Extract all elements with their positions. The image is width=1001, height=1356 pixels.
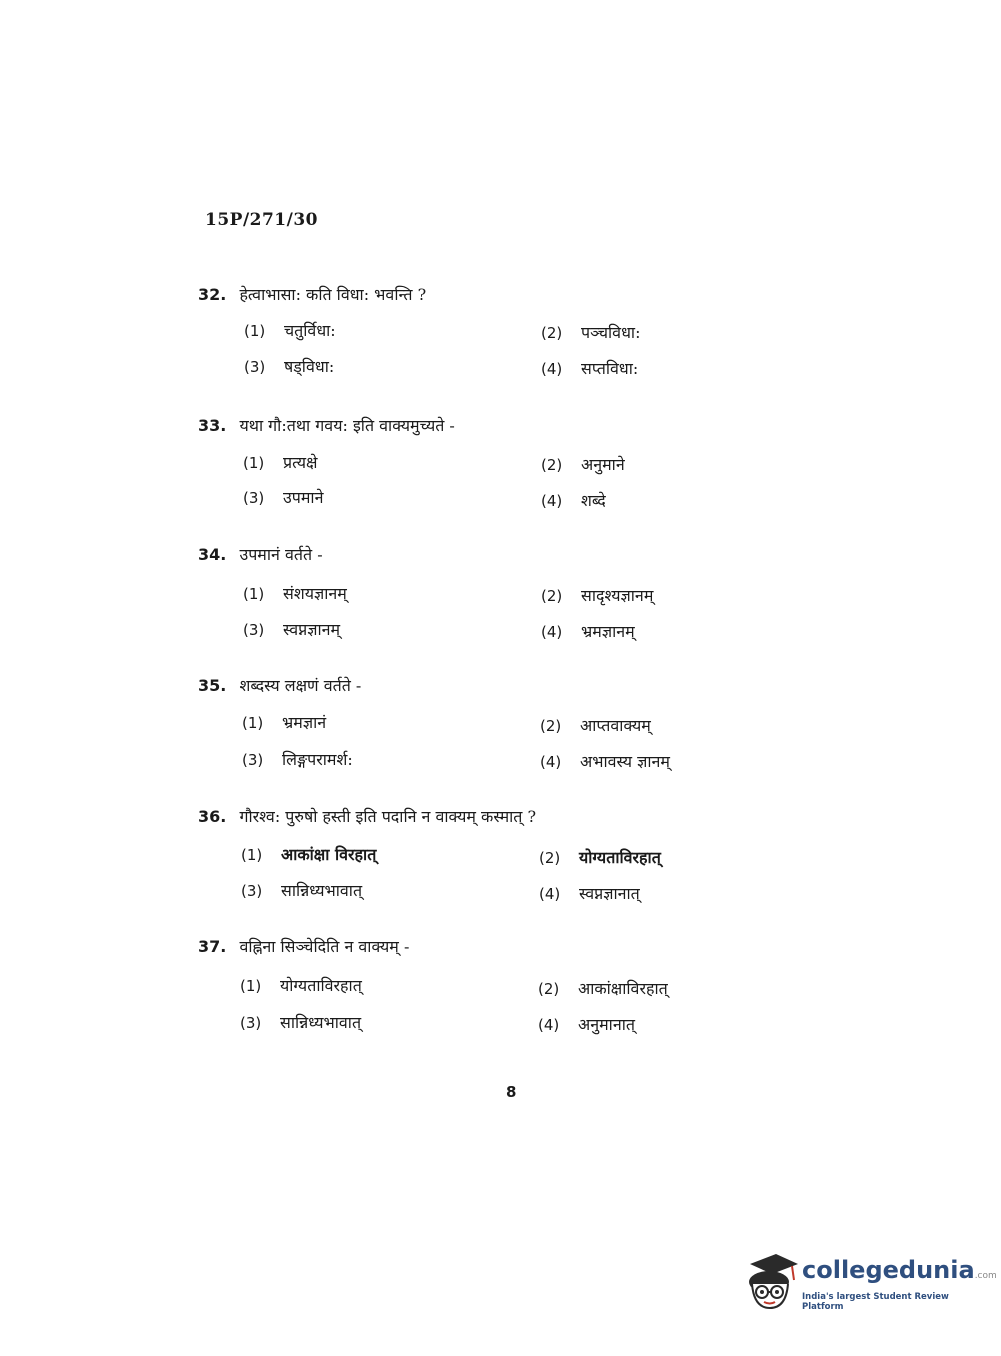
option-number: (2) — [540, 717, 562, 735]
option-1 — [244, 319, 336, 341]
page-number: 8 — [506, 1083, 517, 1101]
question-text: वह्निना सिञ्चेदिति न वाक्यम् - — [239, 937, 410, 956]
option-3 — [241, 879, 362, 901]
option-number: (4) — [538, 1016, 560, 1034]
option-number: (1) — [240, 977, 262, 995]
question-36 — [0, 805, 1001, 925]
option-number: (1) — [244, 322, 266, 340]
option-text: उपमाने — [283, 488, 324, 507]
option-number: (1) — [243, 585, 265, 603]
option-number: (3) — [242, 751, 264, 769]
option-text: योग्यताविरहात् — [280, 976, 362, 995]
option-number: (1) — [243, 454, 265, 472]
option-text: भ्रमज्ञानं — [282, 713, 327, 732]
question-stem — [198, 935, 409, 957]
option-1 — [241, 843, 376, 865]
option-text: सान्निध्यभावात् — [280, 1013, 362, 1032]
option-number: (2) — [538, 980, 560, 998]
option-number: (2) — [541, 587, 563, 605]
option-3 — [240, 1011, 361, 1033]
option-1 — [243, 582, 347, 604]
option-3 — [242, 748, 353, 770]
option-number: (4) — [541, 492, 563, 510]
option-number: (3) — [241, 882, 263, 900]
option-4 — [541, 489, 606, 511]
option-number: (4) — [540, 753, 562, 771]
question-34 — [0, 543, 1001, 663]
option-3 — [244, 355, 334, 377]
option-text: स्वप्नज्ञानम् — [283, 620, 341, 639]
option-number: (4) — [539, 885, 561, 903]
paper-code: 15P/271/30 — [205, 210, 319, 230]
option-3 — [243, 618, 340, 640]
option-text: योग्यताविरहात् — [579, 848, 661, 867]
question-number: 33. — [198, 416, 227, 435]
option-4 — [540, 750, 670, 772]
option-2 — [540, 714, 651, 736]
option-1 — [240, 974, 362, 996]
collegedunia-mascot-icon — [742, 1250, 800, 1312]
question-37 — [0, 935, 1001, 1055]
question-32 — [0, 283, 1001, 403]
option-4 — [541, 357, 638, 379]
option-text: सान्निध्यभावात् — [281, 881, 363, 900]
option-4 — [541, 620, 635, 642]
option-text: संशयज्ञानम् — [283, 584, 347, 603]
question-text: शब्दस्य लक्षणं वर्तते - — [239, 676, 362, 695]
option-text: प्रत्यक्षे — [283, 453, 318, 472]
option-number: (2) — [541, 324, 563, 342]
option-text: अनुमाने — [581, 455, 625, 474]
option-number: (3) — [244, 358, 266, 376]
option-number: (1) — [242, 714, 264, 732]
option-text: सादृश्यज्ञानम् — [581, 586, 654, 605]
option-2 — [541, 321, 640, 343]
question-stem — [198, 805, 536, 827]
option-text: भ्रमज्ञानम् — [581, 622, 635, 641]
option-number: (2) — [539, 849, 561, 867]
option-1 — [242, 711, 326, 733]
option-number: (1) — [241, 846, 263, 864]
question-number: 36. — [198, 807, 227, 826]
question-number: 37. — [198, 937, 227, 956]
option-text: सप्तविधा: — [581, 359, 639, 378]
option-number: (4) — [541, 623, 563, 641]
question-stem — [198, 414, 455, 436]
option-text: षड्विधा: — [284, 357, 335, 376]
option-number: (3) — [240, 1014, 262, 1032]
option-1 — [243, 451, 318, 473]
question-text: गौरश्व: पुरुषो हस्ती इति पदानि न वाक्यम् कस्मात् ? — [239, 807, 537, 826]
question-number: 34. — [198, 545, 227, 564]
question-stem — [198, 283, 426, 305]
brand-name: collegedunia.com — [802, 1256, 997, 1284]
question-stem — [198, 674, 361, 696]
option-2 — [541, 584, 653, 606]
question-number: 35. — [198, 676, 227, 695]
option-text: लिङ्गपरामर्श: — [282, 750, 353, 769]
option-2 — [538, 977, 668, 999]
question-35 — [0, 674, 1001, 794]
question-number: 32. — [198, 285, 227, 304]
option-number: (2) — [541, 456, 563, 474]
question-stem — [198, 543, 323, 565]
option-number: (3) — [243, 489, 265, 507]
option-2 — [541, 453, 625, 475]
question-33 — [0, 414, 1001, 534]
option-text: चतुर्विधा: — [284, 321, 336, 340]
question-text: उपमानं वर्तते - — [239, 545, 323, 564]
option-text: स्वप्नज्ञानात् — [579, 884, 640, 903]
option-text: शब्दे — [581, 491, 606, 510]
option-4 — [538, 1013, 635, 1035]
option-text: अनुमानात् — [578, 1015, 635, 1034]
question-text: हेत्वाभासा: कति विधा: भवन्ति ? — [239, 285, 427, 304]
option-3 — [243, 486, 323, 508]
option-text: पञ्चविधा: — [581, 323, 641, 342]
option-2 — [539, 846, 661, 868]
option-text: आप्तवाक्यम् — [580, 716, 651, 735]
question-text: यथा गौ:तथा गवय: इति वाक्यमुच्यते - — [239, 416, 455, 435]
option-text: अभावस्य ज्ञानम् — [580, 752, 670, 771]
brand-tagline: India's largest Student Review Platform — [802, 1292, 949, 1312]
option-number: (3) — [243, 621, 265, 639]
option-4 — [539, 882, 640, 904]
option-number: (4) — [541, 360, 563, 378]
option-text: आकांक्षा विरहात् — [281, 845, 377, 864]
collegedunia-watermark — [742, 1250, 997, 1320]
option-text: आकांक्षाविरहात् — [578, 979, 668, 998]
